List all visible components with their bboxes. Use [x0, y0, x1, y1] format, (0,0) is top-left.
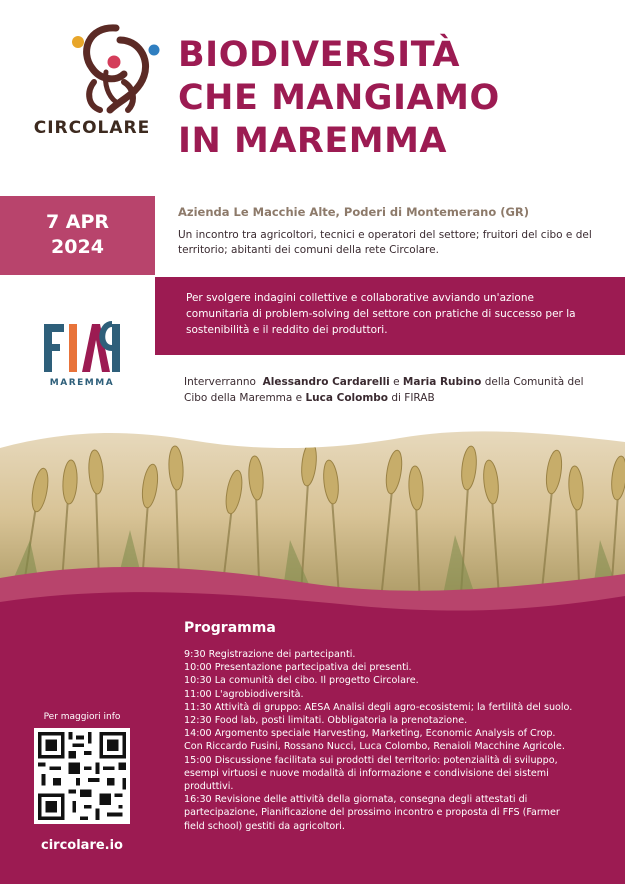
program-item: esempi virtuosi e nuove modalità di informazione e condivisione dei sistemi	[184, 767, 549, 779]
venue-text: Azienda Le Macchie Alte, Poderi di Montemerano (GR)	[178, 205, 530, 219]
speaker-name: Maria Rubino	[402, 376, 482, 388]
program-list	[184, 648, 604, 833]
circolare-logo	[22, 22, 162, 142]
website-link[interactable]: circolare.io	[41, 838, 123, 853]
program-item: 12:30 Food lab, posti limitati. Obbligatoria la prenotazione.	[184, 715, 468, 727]
speakers-text	[184, 374, 594, 406]
circolare-logo-icon	[58, 22, 168, 114]
purpose-text: Per svolgere indagini collettive e collaborative avviando un'azione comunitaria di problem-solving del settore con pratiche di successo per la sostenibilità e il reddito dei produttori.	[186, 292, 576, 336]
program-item: Con Riccardo Fusini, Rossano Nucci, Luca Colombo, Renaioli Macchine Agricole.	[184, 741, 565, 753]
speaker-name: Luca Colombo	[305, 392, 389, 404]
speakers-conj: e	[393, 376, 400, 388]
audience-text: Un incontro tra agricoltori, tecnici e operatori del settore; fruitori del cibo e del territorio; abitanti dei comuni della rete Circolare.	[178, 229, 592, 256]
speakers-intro: Interverranno	[184, 376, 256, 388]
qr-code-icon[interactable]	[34, 728, 130, 824]
program-item: produttivi.	[184, 781, 234, 793]
logo-wordmark: CIRCOLARE	[33, 118, 151, 138]
info-label: Per maggiori info	[43, 712, 121, 722]
title-line: CHE MANGIAMO	[178, 78, 500, 118]
page-title	[178, 34, 608, 163]
program-item: 9:30 Registrazione dei partecipanti.	[184, 649, 356, 660]
program-item: 16:30 Revisione delle attività della giornata, consegna degli attestati di	[184, 794, 528, 806]
program-item: partecipazione, Pianificazione del prossimo incontro e proposta di FFS (Farmer	[184, 807, 560, 819]
speakers-org: di FIRAB	[391, 392, 435, 404]
program-title: Programma	[184, 620, 276, 636]
program-item: 10:30 La comunità del cibo. Il progetto Circolare.	[184, 675, 419, 687]
title-line: IN MAREMMA	[178, 121, 448, 161]
program-item: 11:00 L'agrobiodiversità.	[184, 688, 304, 700]
firab-subtitle: MAREMMA	[49, 378, 115, 388]
program-item: 15:00 Discussione facilitata sui prodotti del territorio: potenzialità di sviluppo,	[184, 754, 558, 766]
date-block	[0, 196, 155, 275]
program-item: 10:00 Presentazione partecipativa dei presenti.	[184, 662, 412, 674]
speakers-affiliation: della Comunità del Cibo della Maremma e	[184, 376, 584, 404]
program-item: 11:30 Attività di gruppo: AESA Analisi degli agro-ecosistemi; la fertilità del suolo.	[184, 701, 573, 713]
speaker-name: Alessandro Cardarelli	[262, 376, 390, 388]
program-item: 14:00 Argomento speciale Harvesting, Marketing, Economic Analysis of Crop.	[184, 728, 556, 740]
date-year: 2024	[51, 236, 104, 258]
title-line: BIODIVERSITÀ	[178, 35, 460, 75]
date-day-month: 7 APR	[45, 211, 110, 233]
program-item: field school) gestiti da agricoltori.	[184, 820, 345, 832]
